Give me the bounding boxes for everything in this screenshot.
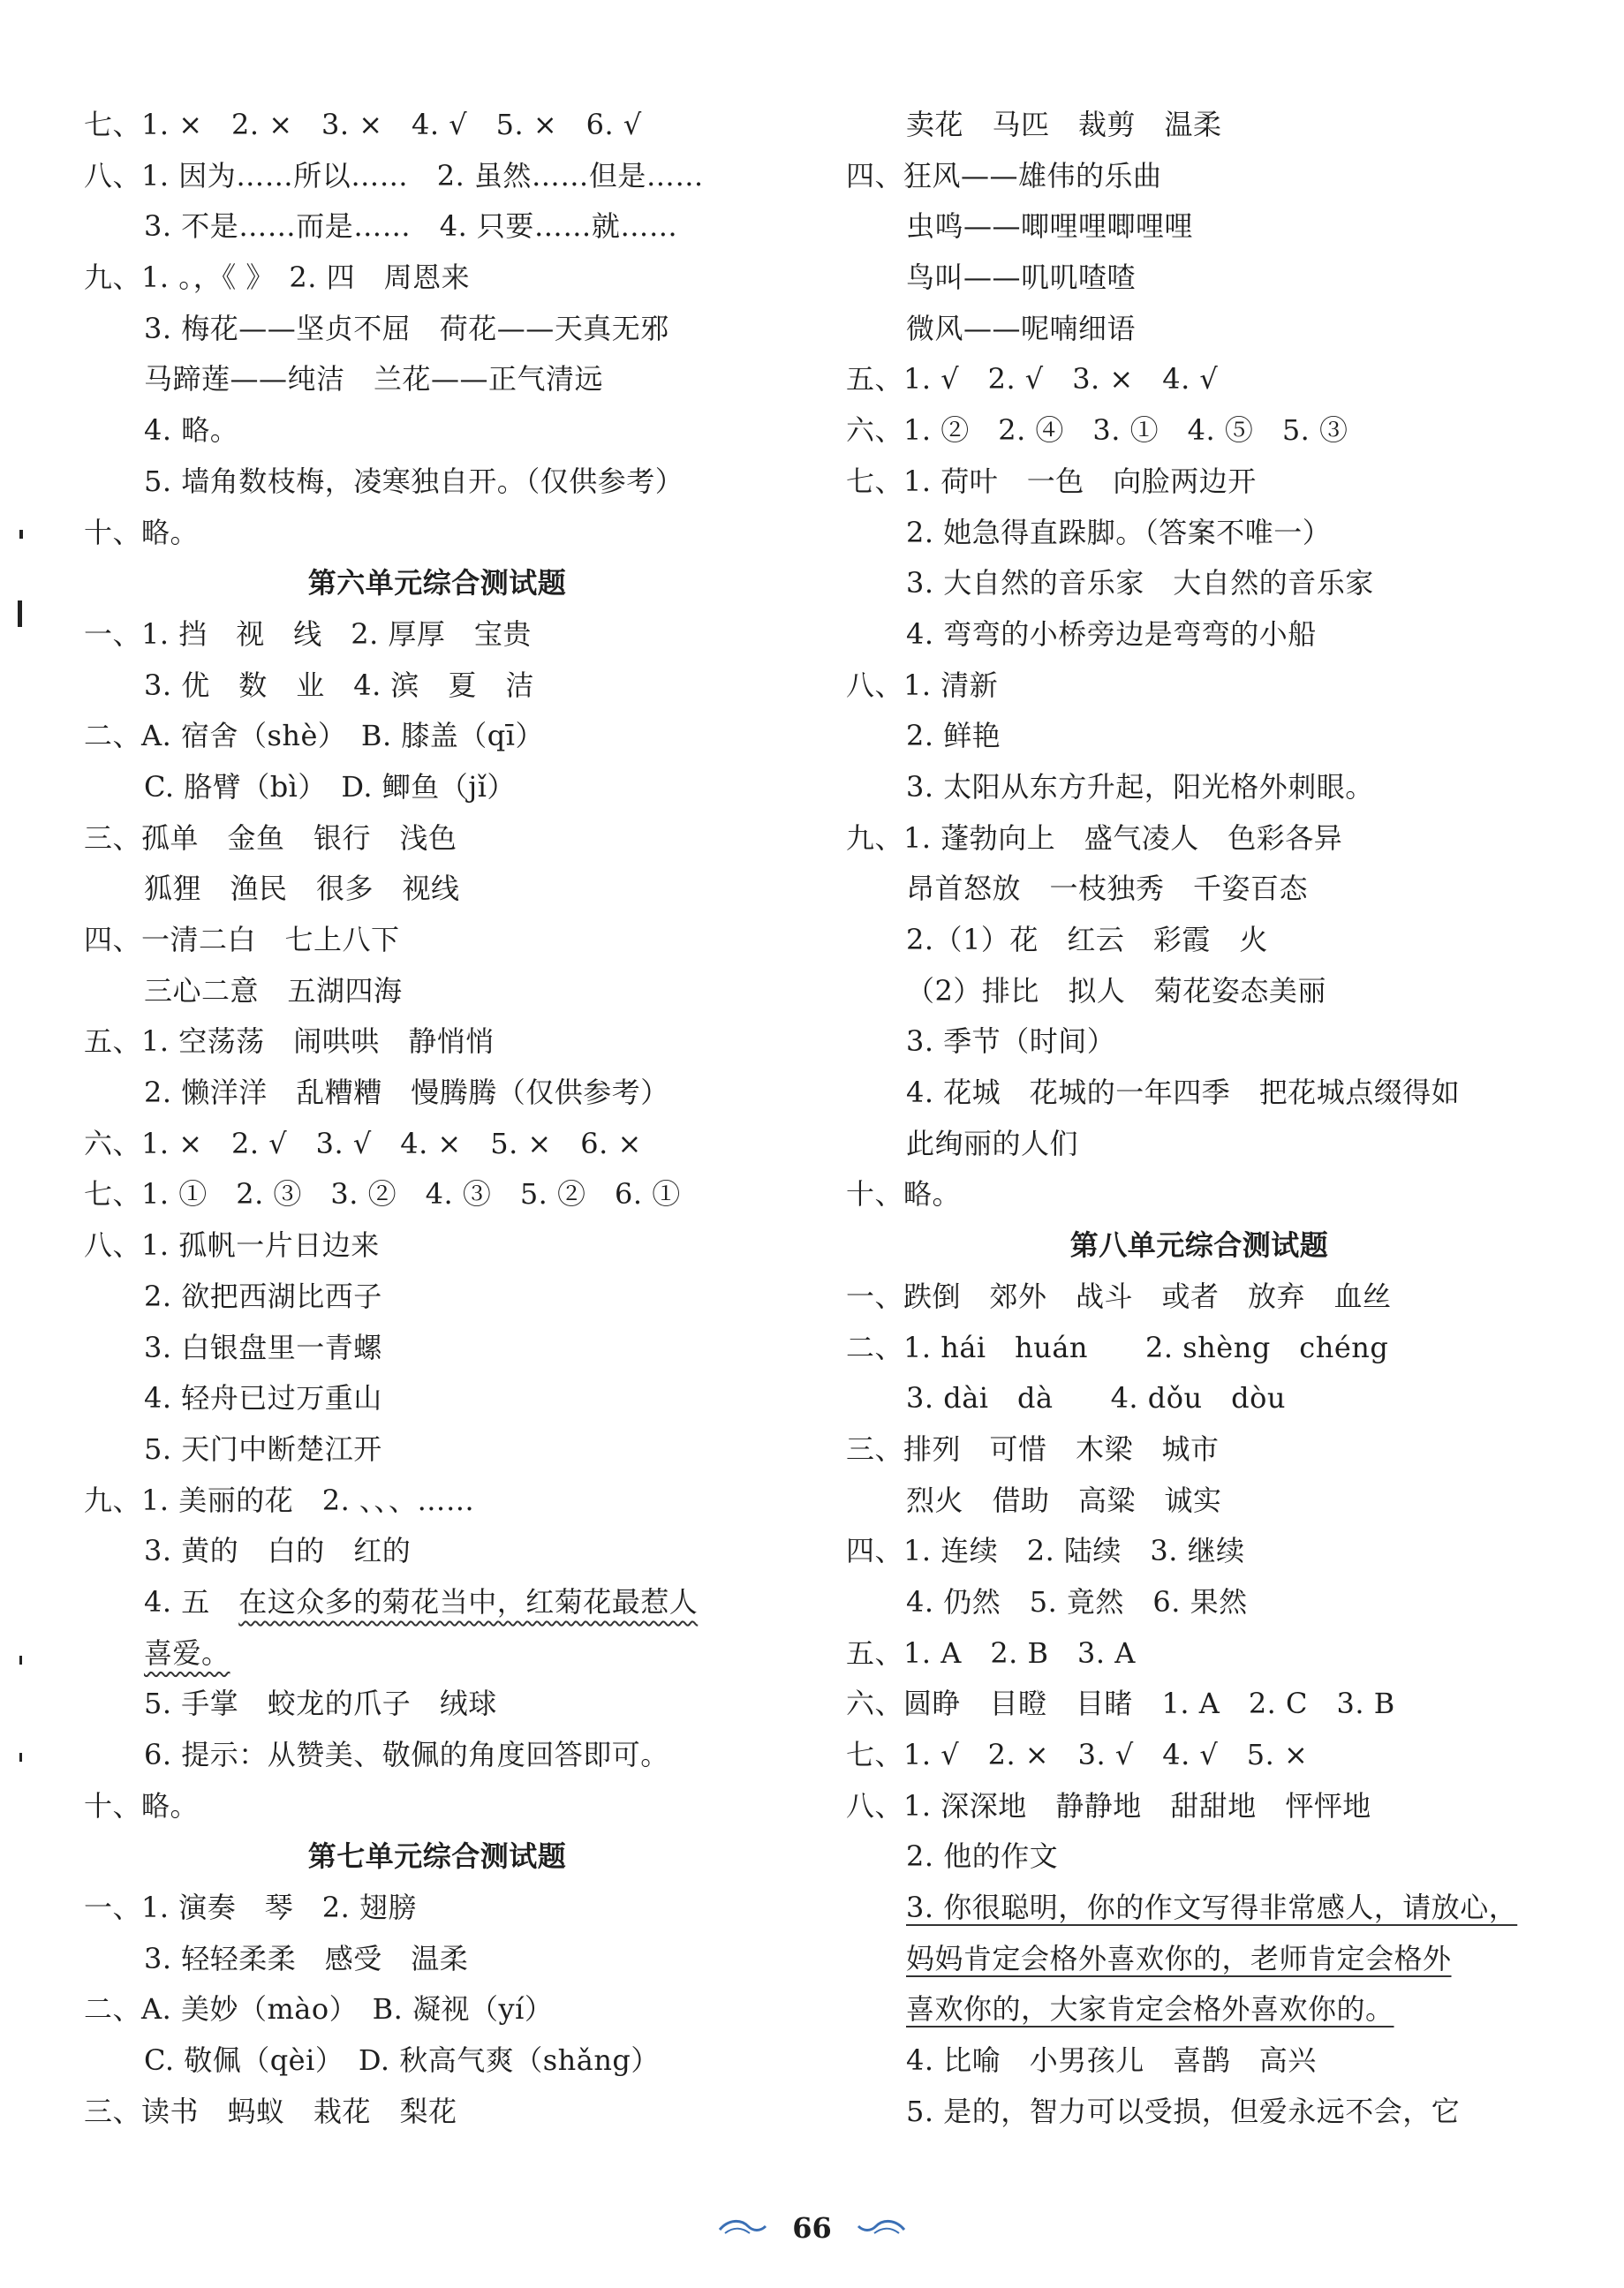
answer-line: 2. 他的作文: [906, 1839, 1059, 1874]
answer-line: 九、1. 美丽的花 2. 、、、……: [84, 1483, 475, 1517]
scan-mark: [18, 600, 22, 627]
answer-line: 十、略。: [84, 1788, 200, 1823]
answer-line: 卖花 马匹 裁剪 温柔: [906, 108, 1222, 141]
answer-line: 二、A. 美妙（mào） B. 凝视（yí）: [84, 1992, 554, 2027]
answer-line: 四、一清二白 七上八下: [84, 923, 400, 956]
page-footer: [0, 2199, 1624, 2252]
answer-line: 4. 略。: [144, 413, 239, 448]
answer-line: [846, 1934, 1552, 1985]
answer-line: [84, 1628, 790, 1680]
answer-line: 狐狸 渔民 很多 视线: [144, 872, 460, 906]
answer-line: 六、1. × 2. √ 3. √ 4. × 5. × 6. ×: [84, 1126, 642, 1160]
scan-mark: [19, 530, 23, 539]
answer-line: 一、1. 演奏 琴 2. 翅膀: [84, 1891, 417, 1925]
answer-line: 五、1. 空荡荡 闹哄哄 静悄悄: [84, 1024, 495, 1059]
answer-line: 2. 懒洋洋 乱糟糟 慢腾腾（仅供参考）: [144, 1076, 669, 1110]
answer-line: 八、1. 因为……所以…… 2. 虽然……但是……: [84, 158, 704, 193]
answer-line: 5. 手掌 蛟龙的爪子 绒球: [144, 1687, 497, 1721]
answer-line: 八、1. 孤帆一片日边来: [84, 1228, 380, 1263]
answer-line: C. 胳臂（bì） D. 鲫鱼（jǐ）: [144, 769, 516, 804]
answer-line: 马蹄莲——纯洁 兰花——正气清远: [144, 362, 604, 396]
scan-mark: [19, 1753, 22, 1762]
answer-line: 2. 她急得直跺脚。（答案不唯一）: [906, 515, 1332, 549]
answer-line: 一、1. 挡 视 线 2. 厚厚 宝贵: [84, 616, 532, 651]
answer-line: 七、1. ① 2. ③ 3. ② 4. ③ 5. ② 6. ①: [84, 1177, 681, 1212]
answer-line: 七、1. √ 2. × 3. √ 4. √ 5. ×: [846, 1738, 1309, 1771]
answer-line: 三、排列 可惜 木梁 城市: [846, 1431, 1220, 1466]
answer-line: 5. 是的，智力可以受损，但爱永远不会，它: [906, 2094, 1461, 2128]
answer-line: 6. 提示：从赞美、敬佩的角度回答即可。: [144, 1738, 669, 1771]
answer-line: 六、1. ② 2. ④ 3. ① 4. ⑤ 5. ③: [846, 413, 1348, 448]
answer-line: 4. 仍然 5. 竟然 6. 果然: [906, 1584, 1248, 1619]
wavy-underlined-text: 喜爱。: [144, 1635, 230, 1670]
page-number: 66: [792, 2210, 832, 2245]
answer-line: 3. 白银盘里一青螺: [144, 1330, 382, 1364]
answer-line: 3. 太阳从东方升起，阳光格外刺眼。: [906, 769, 1374, 804]
answer-line: 八、1. 清新: [846, 668, 999, 702]
section-heading: 第七单元综合测试题: [307, 1839, 567, 1874]
left-ornament-icon: [718, 2217, 767, 2239]
right-column: [846, 100, 1552, 2138]
answer-line: 三、读书 蚂蚁 栽花 梨花: [84, 2094, 457, 2128]
answer-line: 2.（1）花 红云 彩霞 火: [906, 923, 1268, 956]
answer-line: [846, 1883, 1552, 1934]
answer-line: 烈火 借助 高粱 诚实: [906, 1483, 1222, 1517]
answer-line: 微风——呢喃细语: [906, 311, 1137, 345]
answer-line: 2. 欲把西湖比西子: [144, 1279, 382, 1313]
answer-text: 4. 五: [144, 1584, 239, 1619]
answer-line: C. 敬佩（qèi） D. 秋高气爽（shǎng）: [144, 2043, 660, 2078]
wavy-underlined-text: 在这众多的菊花当中，红菊花最惹人: [238, 1584, 699, 1619]
underlined-text: 妈妈肯定会格外喜欢你的，老师肯定会格外: [906, 1941, 1452, 1975]
answer-line: 三、孤单 金鱼 银行 浅色: [84, 820, 457, 855]
underlined-text: 3. 你很聪明，你的作文写得非常感人，请放心，: [906, 1891, 1518, 1925]
answer-line: 4. 比喻 小男孩儿 喜鹊 高兴: [906, 2043, 1317, 2078]
answer-line: 3. 季节（时间）: [906, 1024, 1116, 1059]
answer-line: [846, 1984, 1552, 2035]
answer-line: 3. 大自然的音乐家 大自然的音乐家: [906, 566, 1374, 600]
scan-mark: [19, 1656, 22, 1665]
right-ornament-icon: [857, 2217, 906, 2239]
answer-line: 六、圆睁 目瞪 目睹 1. A 2. C 3. B: [846, 1687, 1395, 1721]
answer-line: 4. 弯弯的小桥旁边是弯弯的小船: [906, 616, 1317, 651]
answer-line: 七、1. × 2. × 3. × 4. √ 5. × 6. √: [84, 108, 642, 141]
answer-line: 2. 鲜艳: [906, 719, 1001, 753]
answer-line: 4. 花城 花城的一年四季 把花城点缀得如: [906, 1076, 1461, 1110]
answer-line: 5. 天门中断楚江开: [144, 1431, 382, 1466]
answer-line: 3. 轻轻柔柔 感受 温柔: [144, 1941, 469, 1975]
answer-line: 3. 优 数 业 4. 滨 夏 洁: [144, 668, 534, 702]
answer-line: 3. 黄的 白的 红的: [144, 1534, 412, 1568]
answer-line: 昂首怒放 一枝独秀 千姿百态: [906, 872, 1309, 906]
answer-line: 二、1. hái huán 2. shèng chéng: [846, 1330, 1389, 1364]
answer-line: 九、1. 蓬勃向上 盛气凌人 色彩各异: [846, 820, 1343, 855]
answer-line: 3. dài dà 4. dǒu dòu: [906, 1381, 1286, 1416]
answer-line: （2）排比 拟人 菊花姿态美丽: [906, 973, 1326, 1008]
section-heading: 第六单元综合测试题: [307, 566, 567, 600]
section-heading: 第八单元综合测试题: [1069, 1228, 1329, 1263]
answer-line: 四、1. 连续 2. 陆续 3. 继续: [846, 1534, 1245, 1568]
answer-line: 一、跌倒 郊外 战斗 或者 放弃 血丝: [846, 1279, 1392, 1313]
answer-line: [84, 1577, 790, 1628]
answer-line: 七、1. 荷叶 一色 向脸两边开: [846, 464, 1257, 498]
answer-line: 十、略。: [84, 515, 200, 549]
answer-line: 四、狂风——雄伟的乐曲: [846, 158, 1162, 193]
answer-line: 十、略。: [846, 1177, 962, 1212]
answer-line: 九、1. 。，《 》 2. 四 周恩来: [84, 261, 471, 295]
answer-line: 五、1. √ 2. √ 3. × 4. √: [846, 362, 1219, 396]
answer-line: 4. 轻舟已过万重山: [144, 1381, 382, 1416]
answer-line: 八、1. 深深地 静静地 甜甜地 怦怦地: [846, 1788, 1371, 1823]
answer-line: 鸟叫——叽叽喳喳: [906, 261, 1137, 295]
answer-line: 3. 不是……而是…… 4. 只要……就……: [144, 209, 678, 244]
left-column: [84, 100, 790, 2138]
answer-line: 虫鸣——唧哩哩唧哩哩: [906, 209, 1194, 244]
answer-line: 3. 梅花——坚贞不屈 荷花——天真无邪: [144, 311, 669, 345]
underlined-text: 喜欢你的，大家肯定会格外喜欢你的。: [906, 1992, 1394, 2027]
answer-line: 此绚丽的人们: [906, 1126, 1079, 1160]
answer-line: 二、A. 宿舍（shè） B. 膝盖（qī）: [84, 719, 545, 753]
answer-line: 三心二意 五湖四海: [144, 973, 403, 1008]
answer-line: 5. 墙角数枝梅，凌寒独自开。（仅供参考）: [144, 464, 684, 498]
answer-line: 五、1. A 2. B 3. A: [846, 1635, 1136, 1670]
